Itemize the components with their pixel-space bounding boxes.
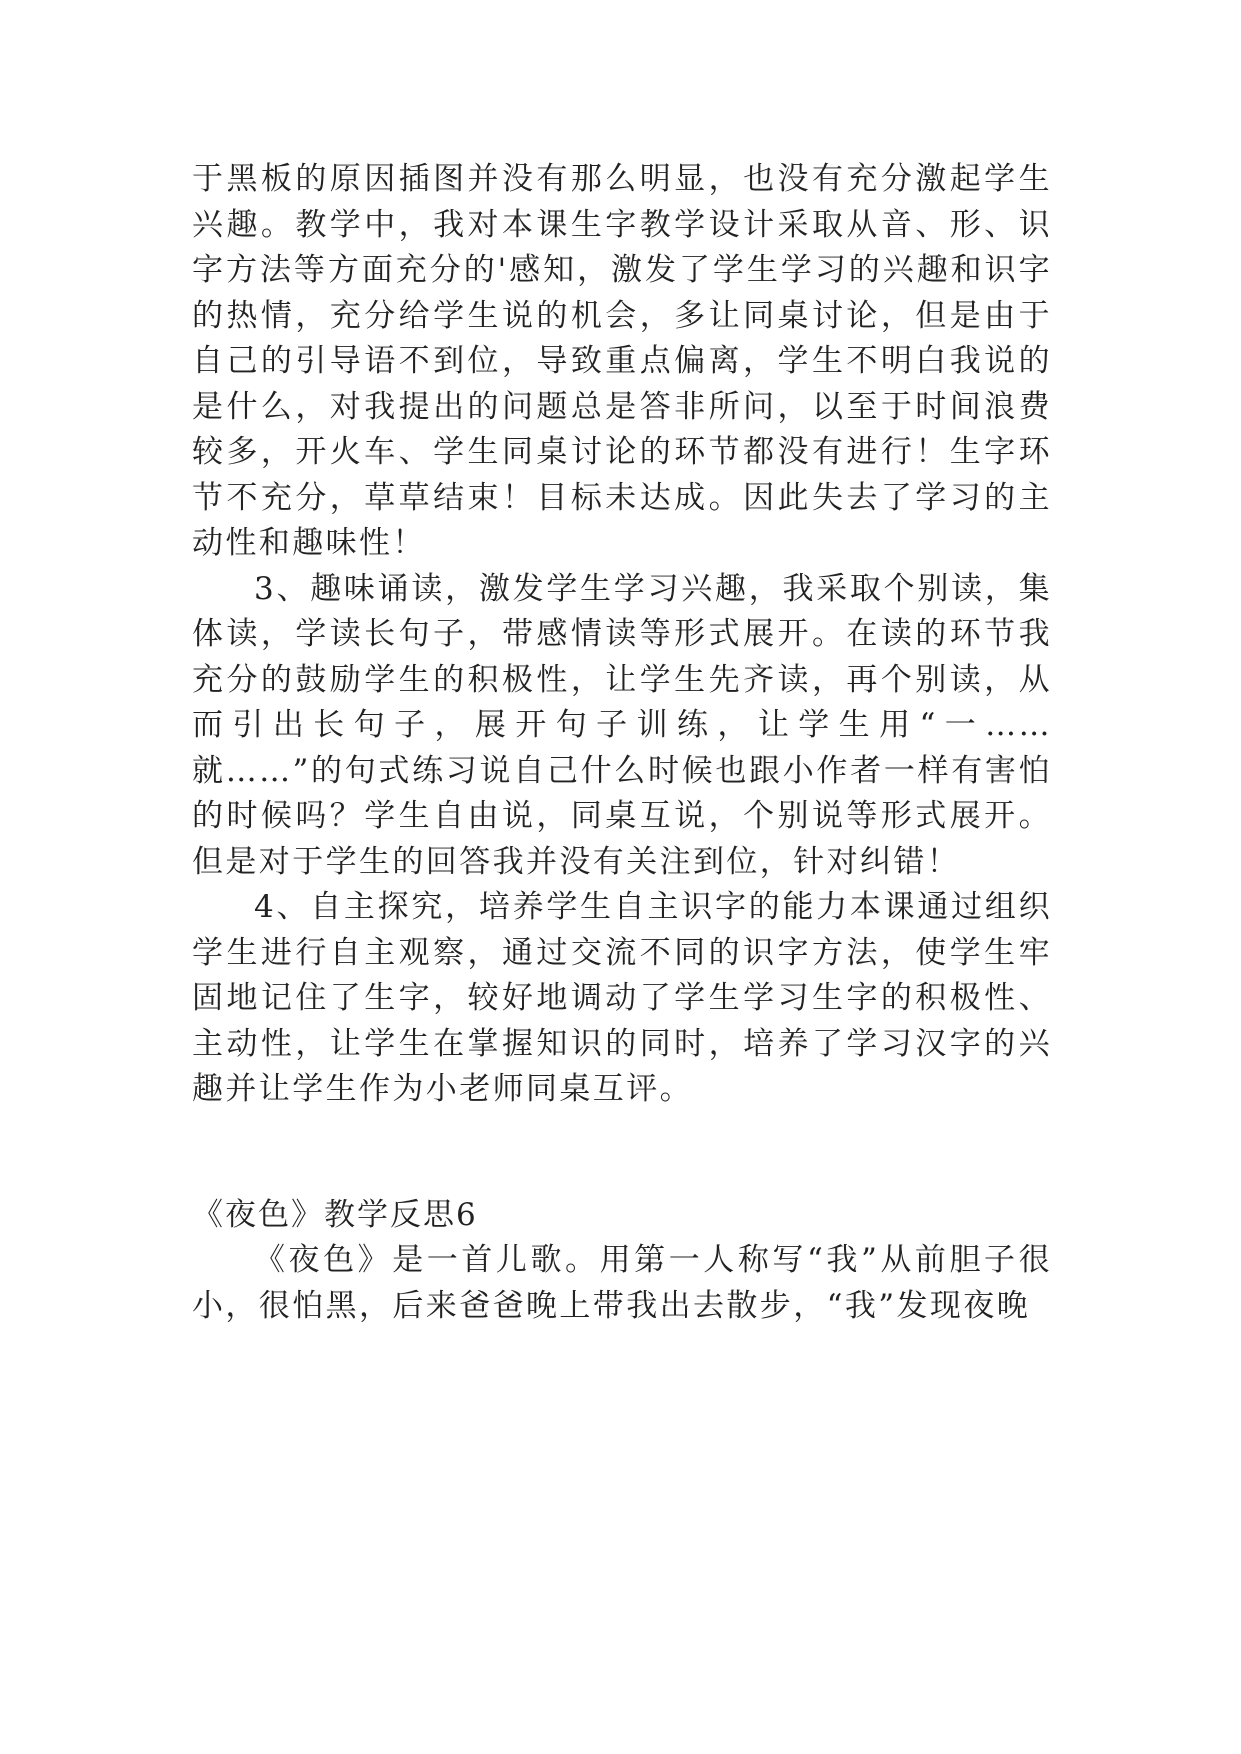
text-line: 学生进行自主观察，通过交流不同的识字方法，使学生牢固 <box>192 934 1052 1016</box>
text-line: 对我提出的问题总是答非所问，以至于时间浪费较多，开火 <box>192 388 1052 470</box>
text-line: 地记住了生字，较好地调动了学生学习生字的积极性、主动 <box>192 980 1052 1062</box>
paragraph-3 <box>192 885 1052 1113</box>
text-line: 于黑板的原因插图并没有那么明显，也没有充分激起学生兴 <box>192 161 1052 243</box>
text-line: 3、趣味诵读，激发学生学习兴趣，我采取个别读，集 <box>254 570 1052 607</box>
text-line: 小，很怕黑，后来爸爸晚上带我出去散步，“我”发现夜晚 <box>192 1287 1031 1324</box>
text-line: 情，充分给学生说的机会，多让同桌讨论，但是由于自己的 <box>192 297 1052 379</box>
text-line: 趣。教学中，我对本课生字教学设计采取从音、形、识字方 <box>192 206 1052 288</box>
section-gap <box>192 1113 1052 1193</box>
text-line: 《夜色》是一首儿歌。用第一人称写“我”从前胆子很 <box>254 1242 1052 1278</box>
paragraph-4 <box>192 1238 1052 1329</box>
text-line: 分的鼓励学生的积极性，让学生先齐读，再个别读，从而引 <box>192 661 1052 743</box>
text-line: 学生作为小老师同桌互评。 <box>292 1071 694 1107</box>
text-line: 法等方面充分的'感知，激发了学生学习的兴趣和识字的热 <box>192 252 1052 334</box>
text-line: 体读，学读长句子，带感情读等形式展开。在读的环节我充 <box>192 616 1052 698</box>
text-line: 车、学生同桌讨论的环节都没有进行！生字环节不充分，草 <box>192 434 1053 516</box>
text-line: 引导语不到位，导致重点偏离，学生不明白我说的是什么， <box>192 343 1052 425</box>
paragraph-1 <box>192 157 1052 567</box>
text-line: 学生自由说，同桌互说，个别说等形式展开。但是对于学生 <box>192 798 1053 880</box>
document-page <box>192 157 1052 1329</box>
text-line: 出长句子，展开句子训练，让学生用“一……就……”的句 <box>192 707 1052 789</box>
text-line: 4、自主探究，培养学生自主识字的能力本课通过组织 <box>254 889 1052 925</box>
text-line: 的回答我并没有关注到位，针对纠错！ <box>392 843 961 880</box>
text-line: 性，让学生在掌握知识的同时，培养了学习汉字的兴趣并让 <box>192 1025 1052 1107</box>
text-line: 草结束！目标未达成。因此失去了学习的主动性和趣味性！ <box>192 479 1052 561</box>
text-line: 式练习说自己什么时候也跟小作者一样有害怕的时候吗？ <box>192 752 1052 834</box>
section-title: 《夜色》教学反思6 <box>192 1196 478 1233</box>
paragraph-2 <box>192 567 1052 886</box>
